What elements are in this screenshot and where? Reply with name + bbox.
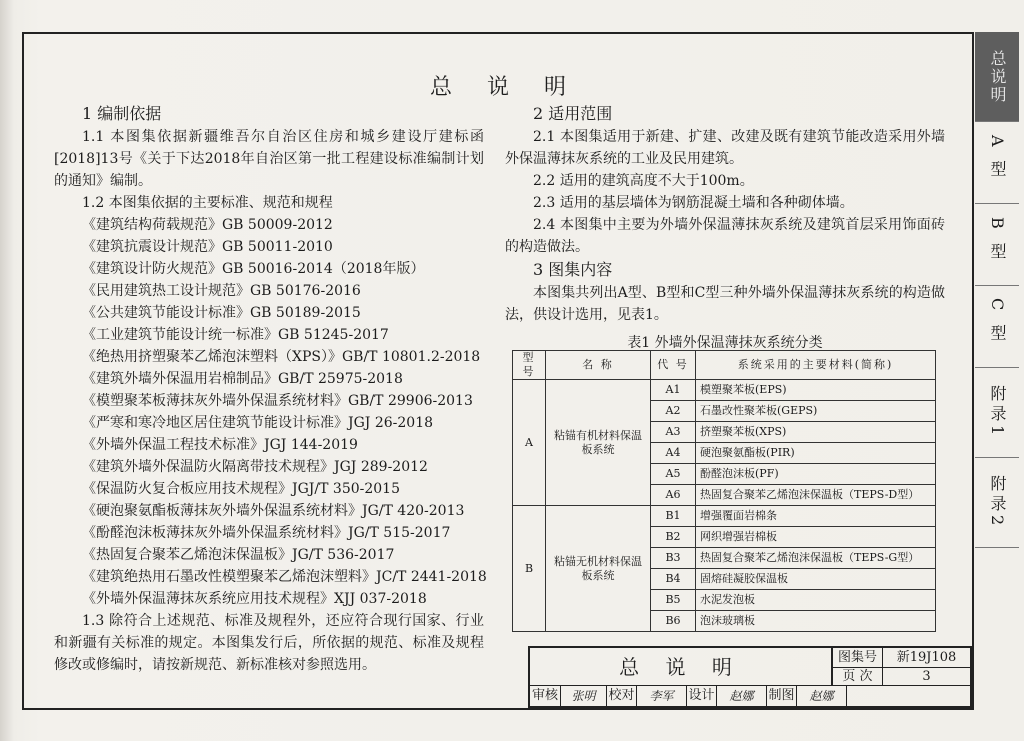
table-row [513, 506, 936, 527]
tab-appendix-2[interactable] [975, 458, 1019, 548]
tab-label: B型 [988, 216, 1007, 273]
column-header: 名 称 [546, 351, 651, 380]
draw-signature: 赵娜 [796, 686, 846, 706]
review-label: 审核 [531, 688, 558, 703]
classification-table [512, 350, 936, 632]
section-heading-basis: 1 编制依据 [82, 104, 162, 123]
tab-label: 总说明 [988, 49, 1007, 104]
code-cell: B5 [651, 590, 696, 611]
reference-item: 《保温防火复合板应用技术规程》JGJ/T 350-2015 [82, 481, 400, 497]
reference-item: 《公共建筑节能设计标准》GB 50189-2015 [82, 305, 361, 321]
paragraph-3: 本图集共列出A型、B型和C型三种外墙外保温薄抹灰系统的构造做法，供设计选用，见表1。 [505, 285, 945, 323]
table-row [513, 380, 936, 401]
atlas-number: 新19J108 [882, 648, 970, 668]
material-cell: 模塑聚苯板(EPS) [696, 380, 936, 401]
paragraph-2-3: 2.3 适用的基层墙体为钢筋混凝土墙和各种砌体墙。 [533, 195, 854, 211]
tab-label: A型 [988, 134, 1007, 191]
tab-type-a[interactable] [975, 122, 1019, 204]
code-cell: A5 [651, 464, 696, 485]
material-cell: 酚醛泡沫板(PF) [696, 464, 936, 485]
paragraph-1-3: 1.3 除符合上述规范、标准及规程外，还应符合现行国家、行业和新疆有关标准的规定。本图集发行后，所依据的规范、标准及规程修改或修编时，请按新规范、新标准核对参照选用。 [54, 613, 484, 673]
paragraph-2-2: 2.2 适用的建筑高度不大于100m。 [533, 173, 754, 189]
right-column [505, 102, 945, 354]
material-cell: 石墨改性聚苯板(GEPS) [696, 401, 936, 422]
check-label: 校对 [606, 686, 636, 706]
section-heading-contents: 3 图集内容 [533, 260, 613, 279]
code-cell: B1 [651, 506, 696, 527]
design-signature: 赵娜 [716, 686, 766, 706]
code-cell: B3 [651, 548, 696, 569]
paragraph-2-4: 2.4 本图集中主要为外墙外保温薄抹灰系统及建筑首层采用饰面砖的构造做法。 [505, 217, 945, 255]
tab-label: C型 [988, 298, 1007, 355]
paragraph-1-2: 1.2 本图集依据的主要标准、规范和规程 [82, 195, 333, 211]
code-cell: A1 [651, 380, 696, 401]
column-header: 型号 [513, 351, 546, 380]
section-heading-scope: 2 适用范围 [533, 104, 613, 123]
check-signature: 李军 [636, 686, 686, 706]
reference-item: 《民用建筑热工设计规范》GB 50176-2016 [82, 283, 361, 299]
column-header: 代 号 [651, 351, 696, 380]
table-caption: 表1 外墙外保温薄抹灰系统分类 [627, 335, 823, 351]
atlas-number-label: 图集号 [832, 648, 882, 668]
tab-label: 附录1 [988, 385, 1007, 440]
code-cell: A4 [651, 443, 696, 464]
code-cell: A6 [651, 485, 696, 506]
reference-item: 《建筑抗震设计规范》GB 50011-2010 [82, 239, 333, 255]
reference-list [54, 214, 487, 610]
paragraph-1-1: 1.1 本图集依据新疆维吾尔自治区住房和城乡建设厅建标函[2018]13号《关于下达2018年自治区第一批工程建设标准编制计划的通知》编制。 [54, 129, 484, 189]
column-header: 系统采用的主要材料(简称) [696, 351, 936, 380]
paragraph-2-1: 2.1 本图集适用于新建、扩建、改建及既有建筑节能改造采用外墙外保温薄抹灰系统的工业及民用建筑。 [505, 129, 945, 167]
code-cell: B4 [651, 569, 696, 590]
design-label: 设计 [686, 686, 716, 706]
type-cell: B [513, 506, 546, 632]
material-cell: 挤塑聚苯板(XPS) [696, 422, 936, 443]
material-cell: 水泥发泡板 [696, 590, 936, 611]
reference-item: 《建筑设计防火规范》GB 50016-2014（2018年版） [82, 261, 425, 277]
reference-item: 《严寒和寒冷地区居住建筑节能设计标准》JGJ 26-2018 [82, 415, 434, 431]
material-cell: 热固复合聚苯乙烯泡沫保温板（TEPS-G型） [696, 548, 936, 569]
reference-item: 《建筑外墙外保温用岩棉制品》GB/T 25975-2018 [82, 371, 403, 387]
reference-item: 《模塑聚苯板薄抹灰外墙外保温系统材料》GB/T 29906-2013 [82, 393, 473, 409]
review-signature: 张明 [560, 686, 606, 706]
reference-item: 《绝热用挤塑聚苯乙烯泡沫塑料（XPS）》GB/T 10801.2-2018 [82, 349, 481, 365]
title-block [528, 646, 972, 708]
code-cell: A3 [651, 422, 696, 443]
left-column [54, 102, 487, 676]
reference-item: 《工业建筑节能设计统一标准》GB 51245-2017 [82, 327, 389, 343]
reference-item: 《建筑结构荷载规范》GB 50009-2012 [82, 217, 333, 233]
page-title: 总 说 明 [430, 75, 580, 100]
tab-label: 附录2 [988, 475, 1007, 530]
system-name-cell: 粘锚无机材料保温板系统 [546, 506, 651, 632]
draw-label: 制图 [766, 686, 796, 706]
tab-type-c[interactable] [975, 286, 1019, 368]
material-cell: 硬泡聚氨酯板(PIR) [696, 443, 936, 464]
tab-appendix-1[interactable] [975, 368, 1019, 458]
material-cell: 网织增强岩棉板 [696, 527, 936, 548]
reference-item: 《酚醛泡沫板薄抹灰外墙外保温系统材料》JG/T 515-2017 [82, 525, 451, 541]
page-number-label: 页 次 [832, 668, 882, 686]
title-block-name: 总 说 明 [530, 648, 832, 686]
code-cell: A2 [651, 401, 696, 422]
code-cell: B6 [651, 611, 696, 632]
reference-item: 《热固复合聚苯乙烯泡沫保温板》JG/T 536-2017 [82, 547, 395, 563]
material-cell: 固熔硅凝胶保温板 [696, 569, 936, 590]
material-cell: 增强覆面岩棉条 [696, 506, 936, 527]
page-number: 3 [882, 668, 970, 686]
material-cell: 热固复合聚苯乙烯泡沫保温板（TEPS-D型） [696, 485, 936, 506]
title-block-blank [846, 686, 970, 706]
reference-item: 《外墙外保温工程技术标准》JGJ 144-2019 [82, 437, 358, 453]
system-name-cell: 粘锚有机材料保温板系统 [546, 380, 651, 506]
reference-item: 《硬泡聚氨酯板薄抹灰外墙外保温系统材料》JG/T 420-2013 [82, 503, 465, 519]
reference-item: 《建筑外墙外保温防火隔离带技术规程》JGJ 289-2012 [82, 459, 428, 475]
tab-type-b[interactable] [975, 204, 1019, 286]
reference-item: 《建筑绝热用石墨改性模塑聚苯乙烯泡沫塑料》JC/T 2441-2018 [82, 569, 487, 585]
table-header-row [513, 351, 936, 380]
reference-item: 《外墙外保温薄抹灰系统应用技术规程》XJJ 037-2018 [82, 591, 427, 607]
type-cell: A [513, 380, 546, 506]
tab-general-notes[interactable] [975, 32, 1019, 122]
section-index-tabs [975, 32, 1019, 552]
material-cell: 泡沫玻璃板 [696, 611, 936, 632]
code-cell: B2 [651, 527, 696, 548]
